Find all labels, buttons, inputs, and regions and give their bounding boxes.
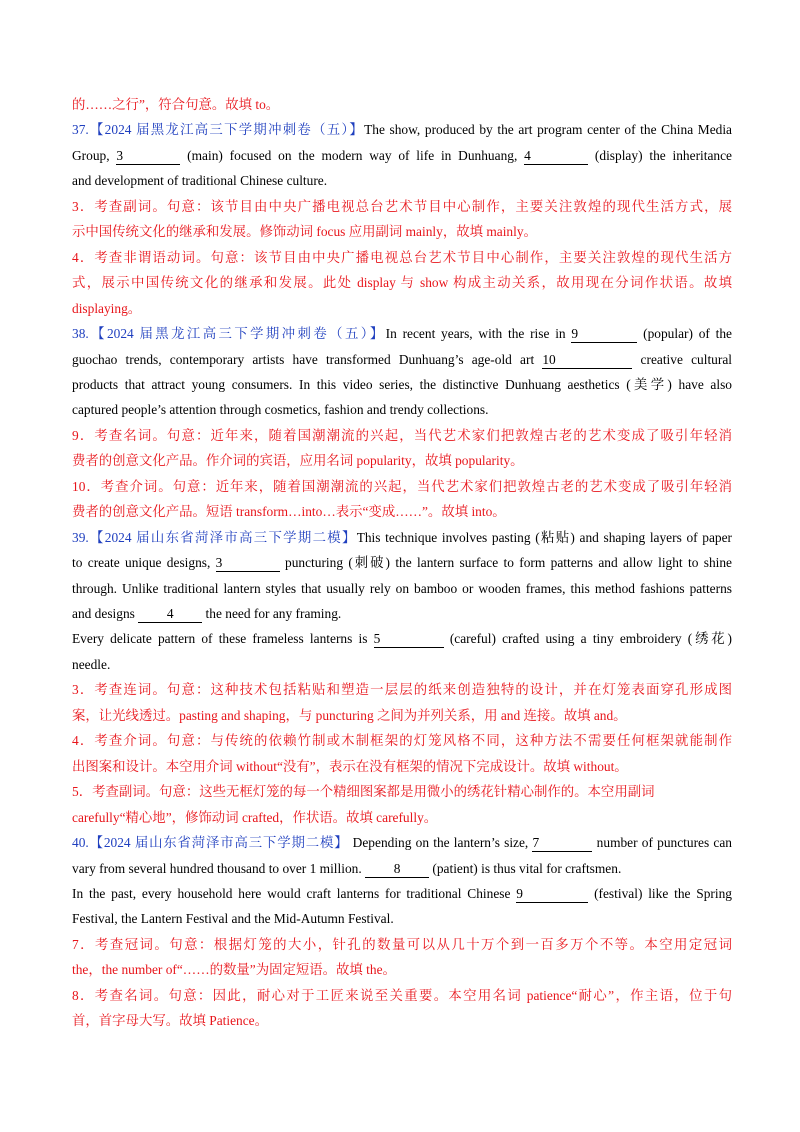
answer-explanation-line — [72, 502, 732, 522]
answer-explanation-line — [72, 808, 732, 828]
text-segment: Every delicate pattern of these frameless lanterns is — [72, 631, 374, 647]
question-text-line — [72, 553, 732, 573]
answer-explanation-line — [72, 95, 732, 115]
text-segment: 3．考查连词。句意：这种技术包括粘贴和塑造一层层的纸来创造独特的设计，并在灯笼表面穿孔形成图 — [72, 682, 732, 698]
text-segment: captured people’s attention through cosmetics, fashion and trendy collections. — [72, 402, 489, 418]
answer-explanation-line — [72, 986, 732, 1006]
text-segment: (display) the inheritance — [588, 147, 732, 163]
text-segment: 9．考查名词。句意：近年来，随着国潮潮流的兴起，当代艺术家们把敦煌古老的艺术变成了吸引年轻消 — [72, 427, 732, 443]
text-segment: to create unique designs, — [72, 555, 216, 571]
text-segment: guochao trends, contemporary artists have transformed Dunhuang’s age-old art — [72, 351, 543, 367]
answer-blank: 9 — [516, 886, 588, 903]
answer-explanation-line — [72, 197, 732, 217]
question-source-label: 40.【2024 届山东省菏泽市高三下学期二模】 — [72, 835, 349, 851]
answer-blank: 3 — [116, 148, 180, 165]
text-segment: displaying。 — [72, 300, 142, 316]
text-segment: The show, produced by the art program center of the China Media — [364, 122, 732, 138]
question-text-line — [72, 629, 732, 649]
question-source-label: 38.【2024 届黑龙江高三下学期冲刺卷（五）】 — [72, 326, 386, 342]
text-segment: 7．考查冠词。句意：根据灯笼的大小，针孔的数量可以从几十万个到一百多万个不等。本空用定冠词 — [72, 936, 732, 952]
answer-blank: 9 — [571, 326, 637, 343]
answer-explanation-line — [72, 248, 732, 268]
question-text-line — [72, 400, 732, 420]
text-segment: 案，让光线透过。pasting and shaping，与 puncturing 之间为并列关系，用 and 连接。故填 and。 — [72, 707, 627, 723]
answer-explanation-line — [72, 477, 732, 497]
question-text-line — [72, 884, 732, 904]
text-segment: (patient) is thus vital for craftsmen. — [429, 860, 622, 876]
answer-explanation-line — [72, 273, 732, 293]
answer-explanation-line — [72, 960, 732, 980]
question-text-line — [72, 120, 732, 140]
question-source-label: 37.【2024 届黑龙江高三下学期冲刺卷（五）】 — [72, 122, 365, 138]
answer-explanation-line — [72, 299, 732, 319]
text-segment: 3．考查副词。句意：该节目由中央广播电视总台艺术节目中心制作，主要关注敦煌的现代生活方式，展 — [72, 198, 732, 214]
answer-explanation-line — [72, 782, 732, 802]
text-segment: This technique involves pasting (粘贴) and shaping layers of paper — [356, 529, 732, 545]
text-segment: Depending on the lantern’s size, — [348, 835, 533, 851]
question-text-line — [72, 528, 732, 548]
text-segment: 示中国传统文化的继承和发展。修饰动词 focus 应用副词 mainly，故填 mainly。 — [72, 224, 537, 240]
answer-blank: 10 — [542, 352, 632, 369]
text-segment: 的……之行”，符合句意。故填 to。 — [72, 97, 280, 112]
text-segment: and designs — [72, 606, 139, 621]
text-segment: carefully“精心地”，修饰动词 crafted，作状语。故填 carefully。 — [72, 809, 438, 825]
text-segment: 费者的创意文化产品。短语 transform…into…表示“变成……”。故填 into。 — [72, 504, 506, 520]
text-segment: puncturing (刺破) the lantern surface to form patterns and allow light to shine — [279, 555, 732, 571]
answer-explanation-line — [72, 935, 732, 955]
text-segment: 10．考查介词。句意：近年来，随着国潮潮流的兴起，当代艺术家们把敦煌古老的艺术变成了吸引年轻消 — [72, 478, 732, 494]
text-segment: In the past, every household here would craft lanterns for traditional Chinese — [72, 885, 517, 901]
text-segment: 式，展示中国传统文化的继承和发展。此处 display 与 show 构成主动关系，故用现在分词作状语。故填 — [72, 275, 732, 291]
text-segment: products that attract young consumers. In this video series, the distinctive Dunhuang aesthetics (美学) have also — [72, 376, 732, 392]
text-segment: 4．考查介词。句意：与传统的依赖竹制或木制框架的灯笼风格不同，这种方法不需要任何框架就能制作 — [72, 733, 732, 749]
text-segment: the，the number of“……的数量”为固定短语。故填 the。 — [72, 962, 396, 978]
text-segment: through. Unlike traditional lantern styles that usually rely on bamboo or wooden frames, this method fashions patterns — [72, 580, 732, 596]
question-source-label: 39.【2024 届山东省菏泽市高三下学期二模】 — [72, 529, 357, 545]
question-text-line — [72, 655, 732, 675]
answer-explanation-line — [72, 757, 732, 777]
text-segment: creative cultural — [632, 351, 732, 367]
answer-blank: 4 — [138, 606, 202, 623]
text-segment: Group, — [72, 147, 117, 163]
answer-blank: 5 — [374, 631, 444, 648]
answer-blank: 4 — [524, 148, 588, 165]
question-text-line — [72, 324, 732, 344]
text-segment: needle. — [72, 656, 111, 672]
question-text-line — [72, 909, 732, 929]
text-segment: 费者的创意文化产品。作介词的宾语，应用名词 popularity，故填 popularity。 — [72, 453, 524, 469]
question-text-line — [72, 146, 732, 166]
question-text-line — [72, 171, 732, 191]
question-text-line — [72, 833, 732, 853]
answer-explanation-line — [72, 222, 732, 242]
answer-blank: 7 — [532, 835, 592, 852]
text-segment: 出图案和设计。本空用介词 without“没有”，表示在没有框架的情况下完成设计。故填 without。 — [72, 758, 628, 774]
text-segment: vary from several hundred thousand to over 1 million. — [72, 860, 366, 876]
question-text-line — [72, 604, 732, 624]
answer-explanation-line — [72, 1011, 732, 1031]
text-segment: Festival, the Lantern Festival and the Mid-Autumn Festival. — [72, 911, 394, 927]
text-segment: 首，首字母大写。故填 Patience。 — [72, 1013, 269, 1029]
answer-explanation-line — [72, 451, 732, 471]
text-segment: 8．考查名词。句意：因此，耐心对于工匠来说至关重要。本空用名词 patience“耐心”，作主语，位于句 — [72, 987, 732, 1003]
text-segment: and development of traditional Chinese culture. — [72, 173, 328, 189]
answer-blank: 8 — [365, 861, 429, 878]
answer-blank: 3 — [216, 555, 280, 572]
text-segment: the need for any framing. — [202, 606, 342, 621]
answer-explanation-line — [72, 680, 732, 700]
text-segment: (popular) of the — [637, 326, 732, 342]
text-segment: 5．考查副词。句意：这些无框灯笼的每一个精细图案都是用微小的绣花针精心制作的。本空用副词 — [72, 784, 655, 800]
question-text-line — [72, 375, 732, 395]
text-segment: number of punctures can — [592, 835, 732, 851]
answer-explanation-line — [72, 731, 732, 751]
question-text-line — [72, 859, 732, 879]
text-segment: In recent years, with the rise in — [385, 326, 572, 342]
text-segment: (festival) like the Spring — [588, 885, 733, 901]
text-segment: (main) focused on the modern way of life in Dunhuang, — [180, 147, 525, 163]
answer-explanation-line — [72, 706, 732, 726]
question-text-line — [72, 350, 732, 370]
question-text-line — [72, 579, 732, 599]
text-segment: 4．考查非谓语动词。句意：该节目由中央广播电视总台艺术节目中心制作，主要关注敦煌的现代生活方 — [72, 249, 732, 265]
text-segment: (careful) crafted using a tiny embroidery (绣花) — [443, 631, 732, 647]
answer-explanation-line — [72, 426, 732, 446]
